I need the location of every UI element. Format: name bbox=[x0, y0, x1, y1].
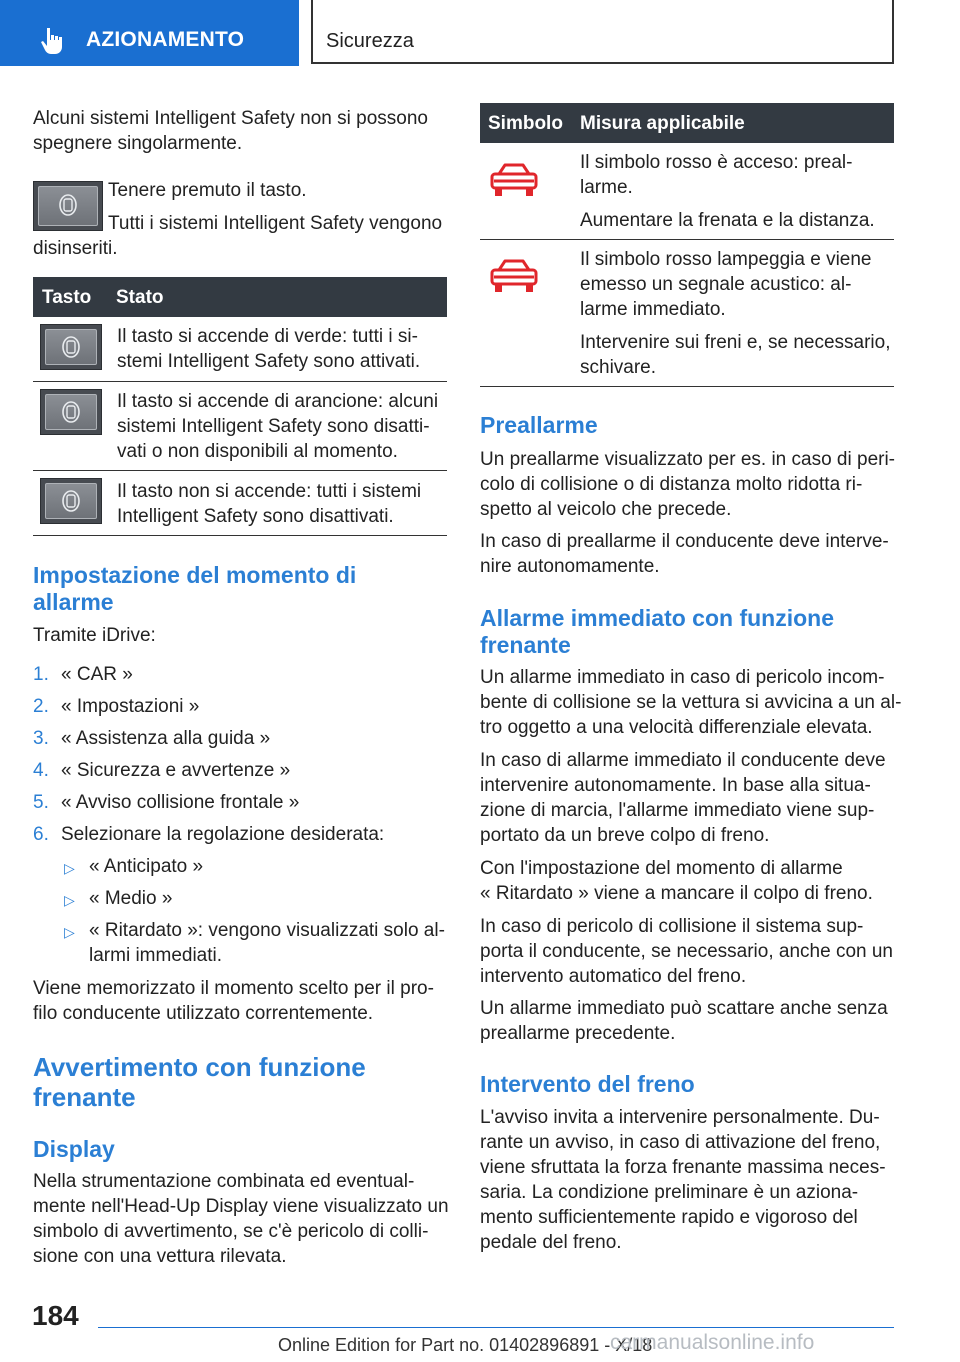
intro-line-1: Alcuni sistemi Intelligent Safety non si possono bbox=[33, 108, 428, 129]
step-text: « Impostazioni » bbox=[61, 696, 200, 717]
option-ritardato-line-1: « Ritardato »: vengono visualizzati solo al- bbox=[89, 920, 445, 941]
heading-display: Display bbox=[33, 1136, 115, 1162]
footer-rule bbox=[98, 1327, 894, 1328]
page-title: Sicurezza bbox=[326, 30, 414, 52]
heading-immediate-line-2: frenante bbox=[480, 632, 571, 658]
step-text: « Assistenza alla guida » bbox=[61, 728, 271, 749]
brake-line-1: L'avviso invita a intervenire personalmente. Du- bbox=[480, 1107, 880, 1128]
idrive-intro: Tramite iDrive: bbox=[33, 625, 156, 646]
button-green-image bbox=[40, 324, 102, 370]
prealarm-p1-line-3: spetto al veicolo che precede. bbox=[480, 499, 732, 520]
col-symbol: Simbolo bbox=[488, 113, 563, 134]
immediate-p4-line-3: intervento automatico del freno. bbox=[480, 966, 747, 987]
brake-line-6: pedale del freno. bbox=[480, 1232, 622, 1253]
triangle-bullet-icon: ▷ bbox=[64, 924, 75, 940]
brake-line-4: saria. La condizione preliminare è un aziona- bbox=[480, 1182, 859, 1203]
hand-pointer-icon bbox=[40, 26, 66, 54]
red-car-warning-icon bbox=[489, 160, 539, 200]
prealarm-p2-line-1: In caso di preallarme il conducente deve interve- bbox=[480, 531, 889, 552]
step-text: « Avviso collisione frontale » bbox=[61, 792, 300, 813]
button-table-header bbox=[33, 277, 447, 317]
option-anticipato: « Anticipato » bbox=[89, 856, 204, 877]
col-measure: Misura applicabile bbox=[580, 113, 745, 134]
prealarm-p2-line-2: nire autonomamente. bbox=[480, 556, 660, 577]
immediate-p1-line-2: bente di collisione se la vettura si avvicina a un al- bbox=[480, 692, 902, 713]
measure-row-2-line-3: larme immediato. bbox=[580, 299, 726, 320]
immediate-p5-line-2: preallarme precedente. bbox=[480, 1023, 676, 1044]
brake-line-5: mento sufficientemente rapido e vigoroso del bbox=[480, 1207, 858, 1228]
triangle-bullet-icon: ▷ bbox=[64, 892, 75, 908]
step-number: 4. bbox=[33, 760, 49, 781]
step-number: 3. bbox=[33, 728, 49, 749]
intro-line-2: spegnere singolarmente. bbox=[33, 133, 243, 154]
immediate-p2-line-1: In caso di allarme immediato il conducente deve bbox=[480, 750, 886, 771]
step-number: 6. bbox=[33, 824, 49, 845]
safety-icon bbox=[61, 489, 81, 513]
immediate-p1-line-3: tro oggetto a una velocità differenziale elevata. bbox=[480, 717, 873, 738]
step-text: Selezionare la regolazione desiderata: bbox=[61, 824, 385, 845]
heading-prealarm: Preallarme bbox=[480, 412, 598, 438]
brake-line-3: viene sfruttata la forza frenante massima neces- bbox=[480, 1157, 886, 1178]
immediate-p4-line-1: In caso di pericolo di collisione il sistema sup- bbox=[480, 916, 864, 937]
status-row-2-line-2: sistemi Intelligent Safety sono disatti- bbox=[117, 416, 430, 437]
heading-immediate-line-1: Allarme immediato con funzione bbox=[480, 605, 834, 631]
display-line-2: mente nell'Head-Up Display viene visualizzato un bbox=[33, 1196, 449, 1217]
immediate-p4-line-2: porta il conducente, se necessario, anche con un bbox=[480, 941, 893, 962]
safety-icon bbox=[61, 400, 81, 424]
result-line-2: disinseriti. bbox=[33, 238, 118, 259]
section-label: AZIONAMENTO bbox=[86, 28, 245, 51]
symbol-table-header bbox=[480, 103, 894, 143]
option-ritardato-line-2: larmi immediati. bbox=[89, 945, 223, 966]
result-line-1: Tutti i sistemi Intelligent Safety vengono bbox=[108, 213, 443, 234]
status-row-3-line-1: Il tasto non si accende: tutti i sistemi bbox=[117, 481, 422, 502]
col-button: Tasto bbox=[42, 287, 92, 308]
immediate-p2-line-2: intervenire autonomamente. In base alla situa- bbox=[480, 775, 871, 796]
display-line-4: sione con una vettura rilevata. bbox=[33, 1246, 287, 1267]
immediate-p3-line-1: Con l'impostazione del momento di allarme bbox=[480, 858, 843, 879]
triangle-bullet-icon: ▷ bbox=[64, 860, 75, 876]
measure-row-2-line-1: Il simbolo rosso lampeggia e viene bbox=[580, 249, 872, 270]
step-text: « Sicurezza e avvertenze » bbox=[61, 760, 291, 781]
prealarm-p1-line-1: Un preallarme visualizzato per es. in caso di peri- bbox=[480, 449, 896, 470]
intelligent-safety-button-image bbox=[33, 181, 103, 231]
status-row-1-line-2: stemi Intelligent Safety sono attivati. bbox=[117, 351, 421, 372]
heading-warning-line-1: Avvertimento con funzione bbox=[33, 1052, 366, 1082]
page-number: 184 bbox=[32, 1300, 79, 1331]
measure-row-1-line-2: larme. bbox=[580, 177, 633, 198]
immediate-p2-line-4: portato da un breve colpo di freno. bbox=[480, 825, 770, 846]
measure-row-1-line-1: Il simbolo rosso è acceso: preal- bbox=[580, 152, 853, 173]
button-orange-image bbox=[40, 389, 102, 435]
stored-line-2: filo conducente utilizzato correntemente. bbox=[33, 1003, 374, 1024]
status-row-2-line-1: Il tasto si accende di arancione: alcuni bbox=[117, 391, 439, 412]
immediate-p1-line-1: Un allarme immediato in caso di pericolo incom- bbox=[480, 667, 885, 688]
immediate-p2-line-3: zione di marcia, l'allarme immediato viene sup- bbox=[480, 800, 875, 821]
row-divider bbox=[33, 381, 447, 382]
status-row-1-line-1: Il tasto si accende di verde: tutti i si- bbox=[117, 326, 418, 347]
step-number: 5. bbox=[33, 792, 49, 813]
heading-timing-line-2: allarme bbox=[33, 589, 114, 615]
step-text: « CAR » bbox=[61, 664, 133, 685]
edition-text: Online Edition for Part no. 01402896891 - X/18 bbox=[278, 1335, 653, 1355]
col-status: Stato bbox=[116, 287, 164, 308]
measure-row-2-line-2: emesso un segnale acustico: al- bbox=[580, 274, 852, 295]
safety-icon bbox=[61, 335, 81, 359]
measure-row-1-extra: Aumentare la frenata e la distanza. bbox=[580, 210, 875, 231]
safety-icon bbox=[58, 193, 78, 217]
measure-row-2-extra-2: schivare. bbox=[580, 357, 657, 378]
press-line: Tenere premuto il tasto. bbox=[108, 180, 307, 201]
display-line-1: Nella strumentazione combinata ed eventual- bbox=[33, 1171, 415, 1192]
prealarm-p1-line-2: colo di collisione o di distanza molto ridotta ri- bbox=[480, 474, 863, 495]
stored-line-1: Viene memorizzato il momento scelto per il pro- bbox=[33, 978, 434, 999]
measure-row-2-extra-1: Intervenire sui freni e, se necessario, bbox=[580, 332, 891, 353]
watermark: carmanualsonline.info bbox=[610, 1331, 815, 1354]
status-row-3-line-2: Intelligent Safety sono disattivati. bbox=[117, 506, 394, 527]
red-car-flashing-icon bbox=[489, 256, 539, 296]
heading-brake: Intervento del freno bbox=[480, 1071, 695, 1097]
status-row-2-line-3: vati o non disponibili al momento. bbox=[117, 441, 398, 462]
step-number: 1. bbox=[33, 664, 49, 685]
row-divider bbox=[480, 239, 894, 240]
row-divider bbox=[33, 470, 447, 471]
heading-timing-line-1: Impostazione del momento di bbox=[33, 562, 357, 588]
step-number: 2. bbox=[33, 696, 49, 717]
heading-warning-line-2: frenante bbox=[33, 1082, 136, 1112]
table-bottom-rule bbox=[33, 535, 447, 536]
brake-line-2: rante un avviso, in caso di attivazione del freno, bbox=[480, 1132, 881, 1153]
display-line-3: simbolo di avvertimento, se c'è pericolo di colli- bbox=[33, 1221, 429, 1242]
immediate-p3-line-2: « Ritardato » viene a mancare il colpo di freno. bbox=[480, 883, 873, 904]
immediate-p5-line-1: Un allarme immediato può scattare anche senza bbox=[480, 998, 888, 1019]
button-off-image bbox=[40, 478, 102, 524]
table-bottom-rule bbox=[480, 386, 894, 387]
option-medio: « Medio » bbox=[89, 888, 173, 909]
